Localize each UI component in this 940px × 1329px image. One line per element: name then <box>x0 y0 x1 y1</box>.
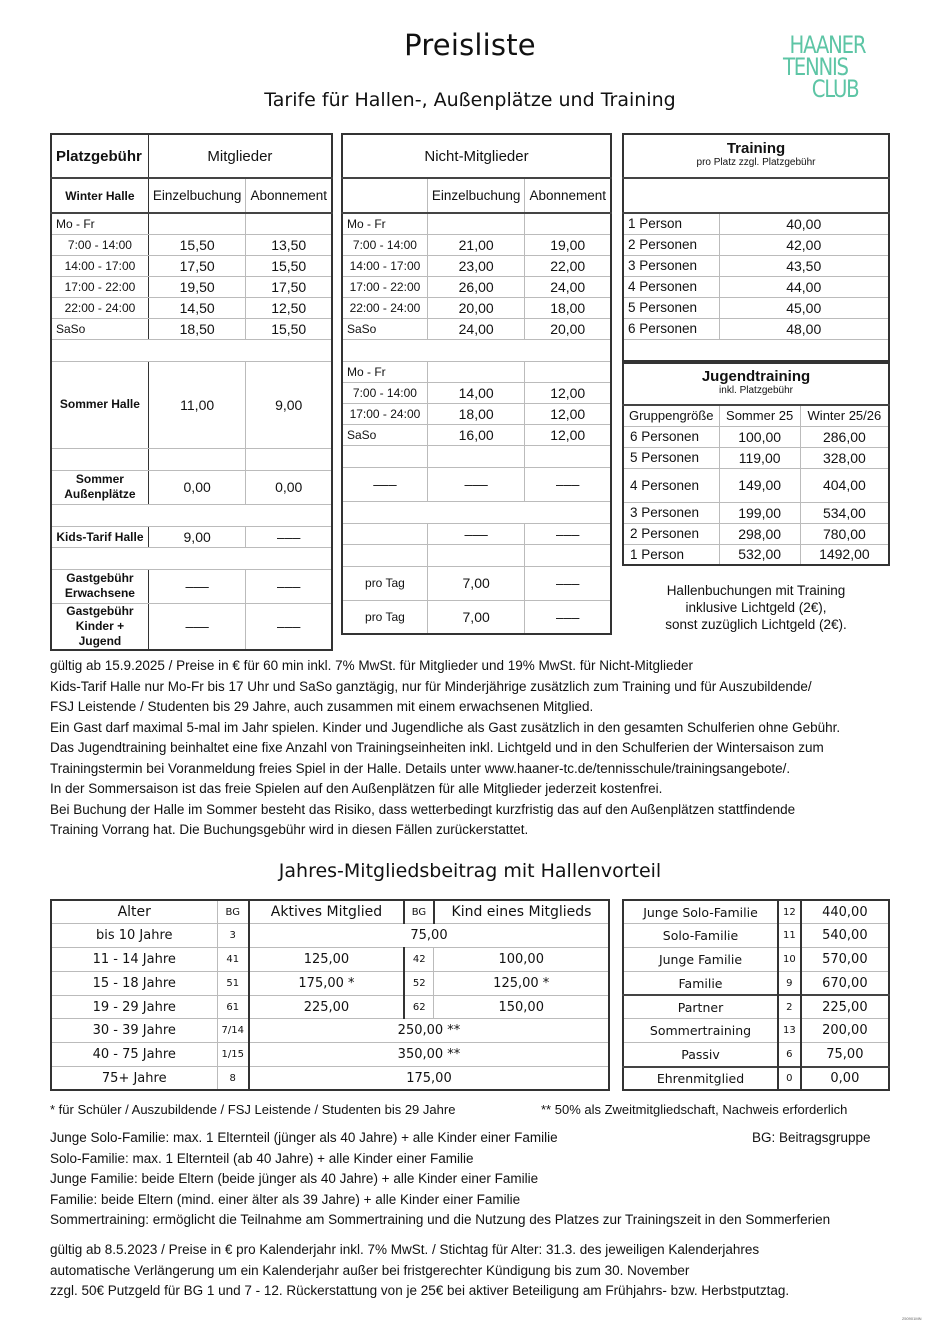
table-row: 14:00 - 17:00 23,00 22,00 <box>342 255 611 276</box>
table-row: Kids-Tarif Halle 9,00 ––– <box>51 526 332 547</box>
table-row: 7:00 - 14:00 14,00 12,00 <box>342 382 611 403</box>
col-abonnement: Abonnement <box>525 178 611 213</box>
membership-age-table <box>50 899 610 1091</box>
membership-family-table <box>622 899 890 1091</box>
table-row: ––– ––– ––– <box>342 467 611 501</box>
table-row: 14:00 - 17:00 17,50 15,50 <box>51 255 332 276</box>
table-row: 6 Personen 48,00 <box>623 318 889 339</box>
table-row: Solo-Familie 11 540,00 <box>623 924 889 948</box>
footnote-double-star: ** 50% als Zweitmitgliedschaft, Nachweis erforderlich <box>541 1102 848 1117</box>
col-winter: Winter 25/26 <box>800 405 889 426</box>
table-row: Partner 2 225,00 <box>623 995 889 1019</box>
logo-line-2: TENNIS <box>783 53 848 81</box>
table-row: SaSo 24,00 20,00 <box>342 318 611 339</box>
training-price-table <box>622 133 890 362</box>
jugendtraining-header <box>623 363 889 405</box>
table-row: 1 Person 532,00 1492,00 <box>623 544 889 565</box>
members-price-table <box>50 133 333 651</box>
table-row: pro Tag 7,00 ––– <box>342 566 611 600</box>
col-kind: Kind eines Mitglieds <box>434 900 609 924</box>
table-row: 4 Personen 149,00 404,00 <box>623 468 889 502</box>
price-notes: gültig ab 15.9.2025 / Preise in € für 60 min inkl. 7% MwSt. für Mitglieder und 19% MwSt. für Nicht-Mitglieder Kids-Tarif Halle nur Mo-Fr bis 17 Uhr und SaSo ganztägig, nur für Minderjährige zusätzlich zum Training und für Auszubildende/ FSJ Leistende / Studenten bis 29 Jahre, auch zusammen mit einem erwachsenen Mitglied. Ein Gast darf maximal 5-mal im Jahr spielen. Kinder und Jugendliche als Gast zusätzlich in den gesamten Schulferien ohne Gebühr. Das Jugendtraining beinhaltet eine fixe Anzahl von Trainingseinheiten inkl. Lichtgeld und in den Schulferien der Wintersaison zum Trainingstermin bei Voranmeldung freies Spiel in der Halle. Details unter www.haaner-tc.de/tennisschule/trainingsangebote/. In der Sommersaison ist das freie Spielen auf den Außenplätzen für alle Mitglieder jederzeit kostenfrei. Bei Buchung der Halle im Sommer besteht das Risiko, dass wetterbedingt kurzfristig das auf den Außenplätzen stattfindende Training Vorrang hat. Die Buchungsgebühr wird in diesen Fällen zurückerstattet. <box>50 658 841 837</box>
table-row: Mo - Fr <box>342 213 611 234</box>
platzgebuehr-header: Platzgebühr <box>51 134 148 178</box>
bg-legend: BG: Beitragsgruppe <box>752 1130 871 1145</box>
winter-halle-label: Winter Halle <box>51 178 148 213</box>
table-row: 17:00 - 22:00 26,00 24,00 <box>342 276 611 297</box>
section-title-tarife: Tarife für Hallen-, Außenplätze und Training <box>264 89 676 111</box>
membership-terms: gültig ab 8.5.2023 / Preise in € pro Kalenderjahr inkl. 7% MwSt. / Stichtag für Alter: 31.3. des jeweiligen Kalenderjahres automatische Verlängerung um ein Kalenderjahr außer bei fristgerechter Kündigung bis zum 30. November zzgl. 50€ Putzgeld für BG 1 und 7 - 12. Rückerstattung von je 25€ bei aktiver Beteiligung am Frühjahrs- bzw. Herbstputztag. <box>50 1242 790 1298</box>
table-row: Familie 9 670,00 <box>623 971 889 995</box>
table-row: 40 - 75 Jahre 1/15 350,00 ** <box>51 1043 609 1067</box>
table-row: Sommertraining 13 200,00 <box>623 1019 889 1043</box>
jugendtraining-price-table <box>622 362 890 566</box>
table-row: 22:00 - 24:00 14,50 12,50 <box>51 297 332 318</box>
table-row: Mo - Fr <box>51 213 332 234</box>
table-row: 22:00 - 24:00 20,00 18,00 <box>342 297 611 318</box>
table-row: 2 Personen 298,00 780,00 <box>623 523 889 544</box>
table-row: Gastgebühr Erwachsene ––– ––– <box>51 569 332 603</box>
document-code: 250901MN <box>902 1316 922 1321</box>
spacer-row <box>51 339 332 361</box>
table-row: 17:00 - 22:00 19,50 17,50 <box>51 276 332 297</box>
table-row: Junge Familie 10 570,00 <box>623 948 889 972</box>
table-row: 5 Personen 45,00 <box>623 297 889 318</box>
col-bg: BG <box>217 900 249 924</box>
col-einzelbuchung: Einzelbuchung <box>148 178 246 213</box>
logo-line-1: HAANER <box>789 31 866 59</box>
table-row: 19 - 29 Jahre 61 225,00 62 150,00 <box>51 995 609 1019</box>
table-row: 17:00 - 24:00 18,00 12,00 <box>342 403 611 424</box>
club-logo <box>783 31 893 103</box>
table-row: bis 10 Jahre 3 75,00 <box>51 924 609 948</box>
table-row: 2 Personen 42,00 <box>623 234 889 255</box>
col-sommer: Sommer 25 <box>719 405 800 426</box>
table-row: 1 Person 40,00 <box>623 213 889 234</box>
members-group-header: Mitglieder <box>148 134 332 178</box>
table-row: 7:00 - 14:00 15,50 13,50 <box>51 234 332 255</box>
table-row: SaSo 18,50 15,50 <box>51 318 332 339</box>
table-row: 75+ Jahre 8 175,00 <box>51 1067 609 1091</box>
training-subtitle: pro Platz zzgl. Platzgebühr <box>696 157 816 168</box>
col-bg: BG <box>404 900 434 924</box>
jugendtraining-subtitle: inkl. Platzgebühr <box>719 385 793 396</box>
table-row: Junge Solo-Familie 12 440,00 <box>623 900 889 924</box>
table-row: pro Tag 7,00 ––– <box>342 600 611 634</box>
table-row: 30 - 39 Jahre 7/14 250,00 ** <box>51 1019 609 1043</box>
table-row: 5 Personen 119,00 328,00 <box>623 447 889 468</box>
lichtgeld-note: Hallenbuchungen mit Training inklusive Lichtgeld (2€), sonst zuzüglich Lichtgeld (2€). <box>665 583 847 632</box>
col-abonnement: Abonnement <box>246 178 332 213</box>
training-header <box>623 134 889 178</box>
page-title: Preisliste <box>404 28 536 62</box>
footnote-single-star: * für Schüler / Auszubildende / FSJ Leistende / Studenten bis 29 Jahre <box>50 1102 456 1117</box>
table-row: ––– ––– <box>342 523 611 544</box>
col-gruppengroesse: Gruppengröße <box>623 405 719 426</box>
jugendtraining-title: Jugendtraining <box>701 368 811 385</box>
table-row: Passiv 6 75,00 <box>623 1043 889 1067</box>
table-row: 3 Personen 43,50 <box>623 255 889 276</box>
table-row: Mo - Fr <box>342 361 611 382</box>
table-row: Ehrenmitglied 0 0,00 <box>623 1067 889 1091</box>
table-row: SaSo 16,00 12,00 <box>342 424 611 445</box>
nonmembers-group-header: Nicht-Mitglieder <box>342 134 611 178</box>
nonmembers-price-table <box>341 133 612 635</box>
table-row: 15 - 18 Jahre 51 175,00 * 52 125,00 * <box>51 971 609 995</box>
family-definitions: Junge Solo-Familie: max. 1 Elternteil (jünger als 40 Jahre) + alle Kinder einer Familie Solo-Familie: max. 1 Elternteil (ab 40 Jahre) + alle Kinder einer Familie Junge Familie: beide Eltern (beide jünger als 40 Jahre) + alle Kinder einer Familie Familie: beide Eltern (mind. einer älter als 39 Jahre) + alle Kinder einer Familie Sommertraining: ermöglicht die Teilnahme am Sommertraining und die Nutzung des Platzes zur Trainingszeit in den Sommerferien <box>50 1130 831 1227</box>
section-title-membership: Jahres-Mitgliedsbeitrag mit Hallenvorteil <box>278 860 662 882</box>
table-row: 6 Personen 100,00 286,00 <box>623 426 889 447</box>
col-aktiv: Aktives Mitglied <box>249 900 404 924</box>
logo-line-3: CLUB <box>811 75 859 103</box>
table-row: Gastgebühr Kinder + Jugend ––– ––– <box>51 603 332 650</box>
table-row: 3 Personen 199,00 534,00 <box>623 502 889 523</box>
table-row: Sommer Halle 11,00 9,00 <box>51 361 332 448</box>
table-row: 11 - 14 Jahre 41 125,00 42 100,00 <box>51 948 609 972</box>
col-alter: Alter <box>51 900 217 924</box>
table-row: 7:00 - 14:00 21,00 19,00 <box>342 234 611 255</box>
table-row: Sommer Außenplätze 0,00 0,00 <box>51 470 332 504</box>
col-einzelbuchung: Einzelbuchung <box>427 178 525 213</box>
table-row: 4 Personen 44,00 <box>623 276 889 297</box>
training-title: Training <box>726 140 786 157</box>
